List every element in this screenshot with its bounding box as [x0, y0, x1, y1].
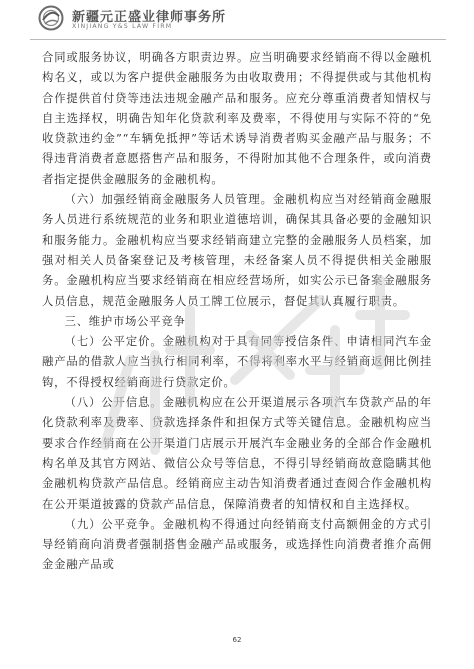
- header-divider: [30, 39, 446, 40]
- body-paragraph: 合同或服务协议，明确各方职责边界。应当明确要求经销商不得以金融机构名义，或以为客户提供金融服务为由收取费用；不得提供或与其他机构合作提供首付贷等违法违规金融产品和服务。应充分尊重消费者知情权与自主选择权，明确告知年化贷款利率及费率，不得使用与实际不符的“免收贷款违约金”“车辆免抵押”等话术诱导消费者购买金融产品与服务；不得违背消费者意愿搭售产品和服务，不得附加其他不合理条件，或向消费者指定提供金融服务的金融机构。: [42, 51, 432, 186]
- page-number: 62: [232, 636, 242, 644]
- document-body: [42, 48, 432, 576]
- section-heading: 三、维护市场公平竞争: [64, 314, 186, 328]
- body-paragraph: （八）公开信息。金融机构应在公开渠道展示各项汽车贷款产品的年化贷款利率及费率、贷款选择条件和担保方式等关键信息。金融机构应当要求合作经销商在公开渠道门店展示开展汽车金融业务的全部合作金融机构名单及其官方网站、微信公众号等信息，不得引导经销商故意隐瞒其他金融机构贷款产品信息。经销商应主动告知消费者通过查阅合作金融机构在公开渠道披露的贷款产品信息，保障消费者的知情权和自主选择权。: [42, 396, 432, 511]
- firm-name: 新疆元正盛业律师事务所: [72, 10, 227, 25]
- firm-logo-icon: [38, 5, 64, 31]
- page-header: [0, 0, 474, 40]
- body-paragraph: （六）加强经销商金融服务人员管理。金融机构应当对经销商金融服务人员进行系统规范的业务和职业道德培训，确保其具备必要的金融知识和服务能力。金融机构应当要求经销商建立完整的金融服务人员档案，加强对相关人员备案登记及考核管理，未经备案人员不得提供相关金融服务。金融机构应当要求经销商在相应经营场所，如实公示已备案金融服务人员信息，规范金融服务人员工牌工位展示，督促其认真履行职责。: [42, 193, 432, 308]
- firm-name-english: XINJIANG Y&S LAW FIRM: [72, 23, 173, 30]
- body-paragraph: （九）公平竞争。金融机构不得通过向经销商支付高额佣金的方式引导经销商向消费者强制搭售金融产品或服务，或选择性向消费者推介高佣金金融产品或: [42, 517, 432, 572]
- body-paragraph: （七）公平定价。金融机构对于具有同等授信条件、申请相同汽车金融产品的借款人应当执行相同利率，不得将利率水平与经销商返佣比例挂钩，不得授权经销商进行贷款定价。: [42, 335, 432, 389]
